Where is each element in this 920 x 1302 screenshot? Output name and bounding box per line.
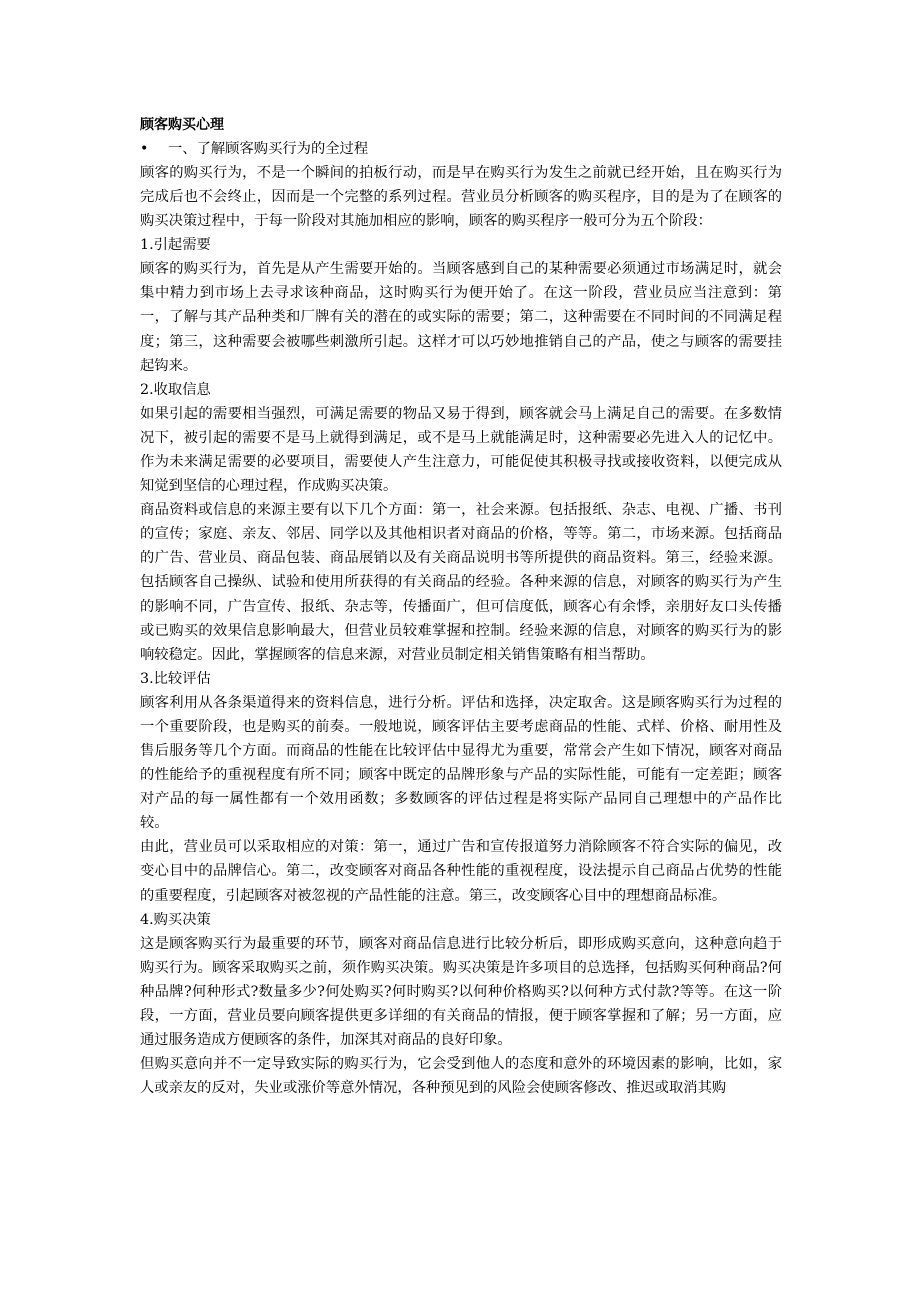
body-paragraph: 顾客的购买行为，首先是从产生需要开始的。当顾客感到自己的某种需要必须通过市场满足时，就会集中精力到市场上去寻求该种商品，这时购买行为便开始了。在这一阶段，营业员应当注意到：第一，了解与其产品种类和厂牌有关的潜在的或实际的需要；第二，这种需要在不同时间的不同满足程度；第三，这种需要会被哪些刺激所引起。这样才可以巧妙地推销自己的产品，使之与顾客的需要挂起钩来。 xyxy=(140,261,782,374)
body-paragraph: 由此，营业员可以采取相应的对策：第一，通过广告和宣传报道努力消除顾客不符合实际的偏见，改变心目中的品牌信心。第二，改变顾客对商品各种性能的重视程度，设法提示自己商品占优势的性能的重要程度，引起顾客对被忽视的产品性能的注意。第三，改变顾客心目中的理想商品标准。 xyxy=(140,839,782,904)
section-decision xyxy=(140,908,782,1101)
body-paragraph: 顾客利用从各条渠道得来的资料信息，进行分析。评估和选择，决定取舍。这是顾客购买行为过程的一个重要阶段，也是购买的前奏。一般地说，顾客评估主要考虑商品的性能、式样、价格、耐用性及售后服务等几个方面。而商品的性能在比较评估中显得尤为重要，常常会产生如下情况，顾客对商品的性能给予的重视程度有所不同；顾客中既定的品牌形象与产品的实际性能，可能有一定差距；顾客对产品的每一属性都有一个效用函数；多数顾客的评估过程是将实际产品同自己理想中的产品作比较。 xyxy=(140,694,782,832)
bullet-text: 一、了解顾客购买行为的全过程 xyxy=(168,141,369,157)
body-paragraph: 这是顾客购买行为最重要的环节，顾客对商品信息进行比较分析后，即形成购买意向，这种意向趋于购买行为。顾客采取购买之前，须作购买决策。购买决策是许多项目的总选择，包括购买何种商品?何种品牌?何种形式?数量多少?何处购买?何时购买?以何种价格购买?以何种方式付款?等等。在这一阶段，一方面，营业员要向顾客提供更多详细的有关商品的情报，便于顾客掌握和了解；另一方面，应通过服务造成方便顾客的条件，加深其对商品的良好印象。 xyxy=(140,935,782,1048)
body-paragraph: 但购买意向并不一定导致实际的购买行为，它会受到他人的态度和意外的环境因素的影响，比如，家人或亲友的反对，失业或涨价等意外情况，各种预见到的风险会使顾客修改、推迟或取消其购 xyxy=(140,1056,782,1097)
section-heading: 4.购买决策 xyxy=(140,911,211,928)
document-page xyxy=(140,113,782,1100)
bullet-item xyxy=(140,137,782,161)
section-heading: 2.收取信息 xyxy=(140,381,211,398)
section-evaluation xyxy=(140,667,782,908)
section-information xyxy=(140,378,782,667)
bullet-icon: • xyxy=(140,141,149,157)
section-need xyxy=(140,233,782,377)
body-paragraph: 如果引起的需要相当强烈，可满足需要的物品又易于得到，顾客就会马上满足自己的需要。在多数情况下，被引起的需要不是马上就得到满足，或不是马上就能满足时，这种需要必先进入人的记忆中。作为未来满足需要的必要项目，需要使人产生注意力，可能促使其积极寻找或接收资料，以便完成从知觉到坚信的心理过程，作成购买决策。 xyxy=(140,405,782,495)
section-heading: 1.引起需要 xyxy=(140,237,211,254)
section-heading: 3.比较评估 xyxy=(140,670,211,687)
intro-paragraph: 顾客的购买行为，不是一个瞬间的拍板行动，而是早在购买行为发生之前就已经开始，且在购买行为完成后也不会终止，因而是一个完整的系列过程。营业员分析顾客的购买程序，目的是为了在顾客的购买决策过程中，于每一阶段对其施加相应的影响，顾客的购买程序一般可分为五个阶段： xyxy=(140,165,782,230)
body-paragraph: 商品资料或信息的来源主要有以下几个方面：第一，社会来源。包括报纸、杂志、电视、广播、书刊的宣传；家庭、亲友、邻居、同学以及其他相识者对商品的价格，等等。第二，市场来源。包括商品的广告、营业员、商品包装、商品展销以及有关商品说明书等所提供的商品资料。第三，经验来源。包括顾客自己操纵、试验和使用所获得的有关商品的经验。各种来源的信息，对顾客的购买行为产生的影响不同，广告宣传、报纸、杂志等，传播面广，但可信度低，顾客心有余悸，亲朋好友口头传播或已购买的效果信息影响最大，但营业员较难掌握和控制。经验来源的信息，对顾客的购买行为的影响较稳定。因此，掌握顾客的信息来源，对营业员制定相关销售策略有相当帮助。 xyxy=(140,502,782,663)
document-title: 顾客购买心理 xyxy=(140,117,224,133)
